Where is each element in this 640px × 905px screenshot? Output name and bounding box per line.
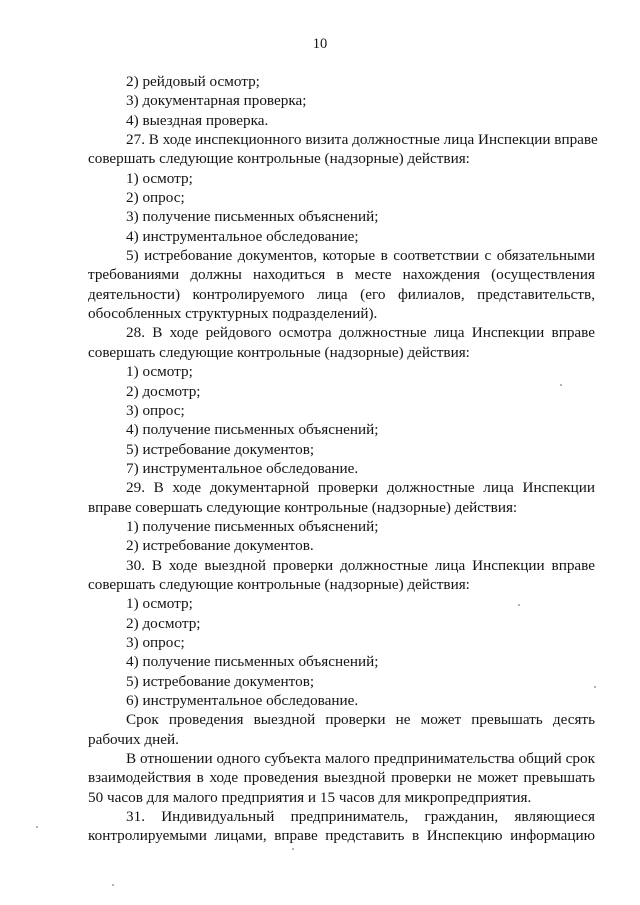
text-line: 28. В ходе рейдового осмотра должностные лица Инспекции вправе: [126, 324, 595, 342]
text-line: 1) осмотр;: [126, 595, 193, 613]
text-line: 3) документарная проверка;: [126, 92, 307, 110]
text-line: 6) инструментальное обследование.: [126, 692, 359, 709]
text-line: 2) опрос;: [126, 189, 185, 207]
scan-speck: [292, 848, 294, 850]
text-line: 4) получение письменных объяснений;: [126, 421, 379, 439]
text-line: 27. В ходе инспекционного визита должностные лица Инспекции вправе: [126, 131, 598, 149]
text-line: совершать следующие контрольные (надзорные) действия:: [88, 575, 470, 593]
text-line: совершать следующие контрольные (надзорные) действия:: [88, 343, 470, 361]
text-line: 5) истребование документов, которые в соответствии с обязательными: [126, 247, 595, 265]
text-line: 3) опрос;: [126, 401, 185, 419]
text-line: 4) получение письменных объяснений;: [126, 653, 379, 671]
document-body: [88, 72, 598, 846]
text-line: 30. В ходе выездной проверки должностные лица Инспекции вправе: [126, 556, 595, 574]
text-line: 29. В ходе документарной проверки должностные лица Инспекции: [126, 479, 595, 497]
text-line: деятельности) контролируемого лица (его филиалов, представительств,: [88, 285, 595, 303]
text-line: 2) досмотр;: [126, 382, 201, 400]
scan-speck: [36, 826, 38, 828]
text-line: рабочих дней.: [88, 730, 179, 748]
scan-speck: [112, 884, 114, 886]
text-line: 5) истребование документов;: [126, 672, 315, 690]
text-line: 1) осмотр;: [126, 363, 193, 381]
text-line: 4) инструментальное обследование;: [126, 227, 359, 245]
text-line: вправе совершать следующие контрольные (надзорные) действия:: [88, 498, 518, 516]
text-line: В отношении одного субъекта малого предпринимательства общий срок: [126, 750, 595, 768]
page-number: 10: [312, 36, 328, 52]
text-line: взаимодействия в ходе проведения выездной проверки не может превышать: [88, 769, 595, 787]
scan-speck: [560, 384, 562, 386]
scan-speck: [594, 686, 596, 688]
text-line: 3) получение письменных объяснений;: [126, 208, 379, 226]
text-line: 5) истребование документов;: [126, 440, 315, 458]
text-line: 31. Индивидуальный предприниматель, гражданин, являющиеся: [126, 808, 595, 826]
text-line: Срок проведения выездной проверки не может превышать десять: [126, 711, 595, 729]
text-line: обособленных структурных подразделений).: [88, 305, 378, 323]
text-line: 2) истребование документов.: [126, 537, 314, 555]
text-line: требованиями должны находиться в месте нахождения (осуществления: [88, 266, 595, 284]
text-line: 1) получение письменных объяснений;: [126, 517, 379, 535]
text-line: 4) выездная проверка.: [126, 111, 269, 129]
text-line: 7) инструментальное обследование.: [126, 459, 359, 477]
text-line: 2) досмотр;: [126, 614, 201, 632]
text-line: 50 часов для малого предприятия и 15 часов для микропредприятия.: [88, 788, 532, 806]
text-line: совершать следующие контрольные (надзорные) действия:: [88, 150, 470, 168]
text-line: 1) осмотр;: [126, 169, 193, 187]
text-line: контролируемыми лицами, вправе представить в Инспекцию информацию: [88, 827, 595, 845]
text-line: 2) рейдовый осмотр;: [126, 73, 260, 90]
text-line: 3) опрос;: [126, 633, 185, 651]
scan-speck: [518, 604, 520, 606]
